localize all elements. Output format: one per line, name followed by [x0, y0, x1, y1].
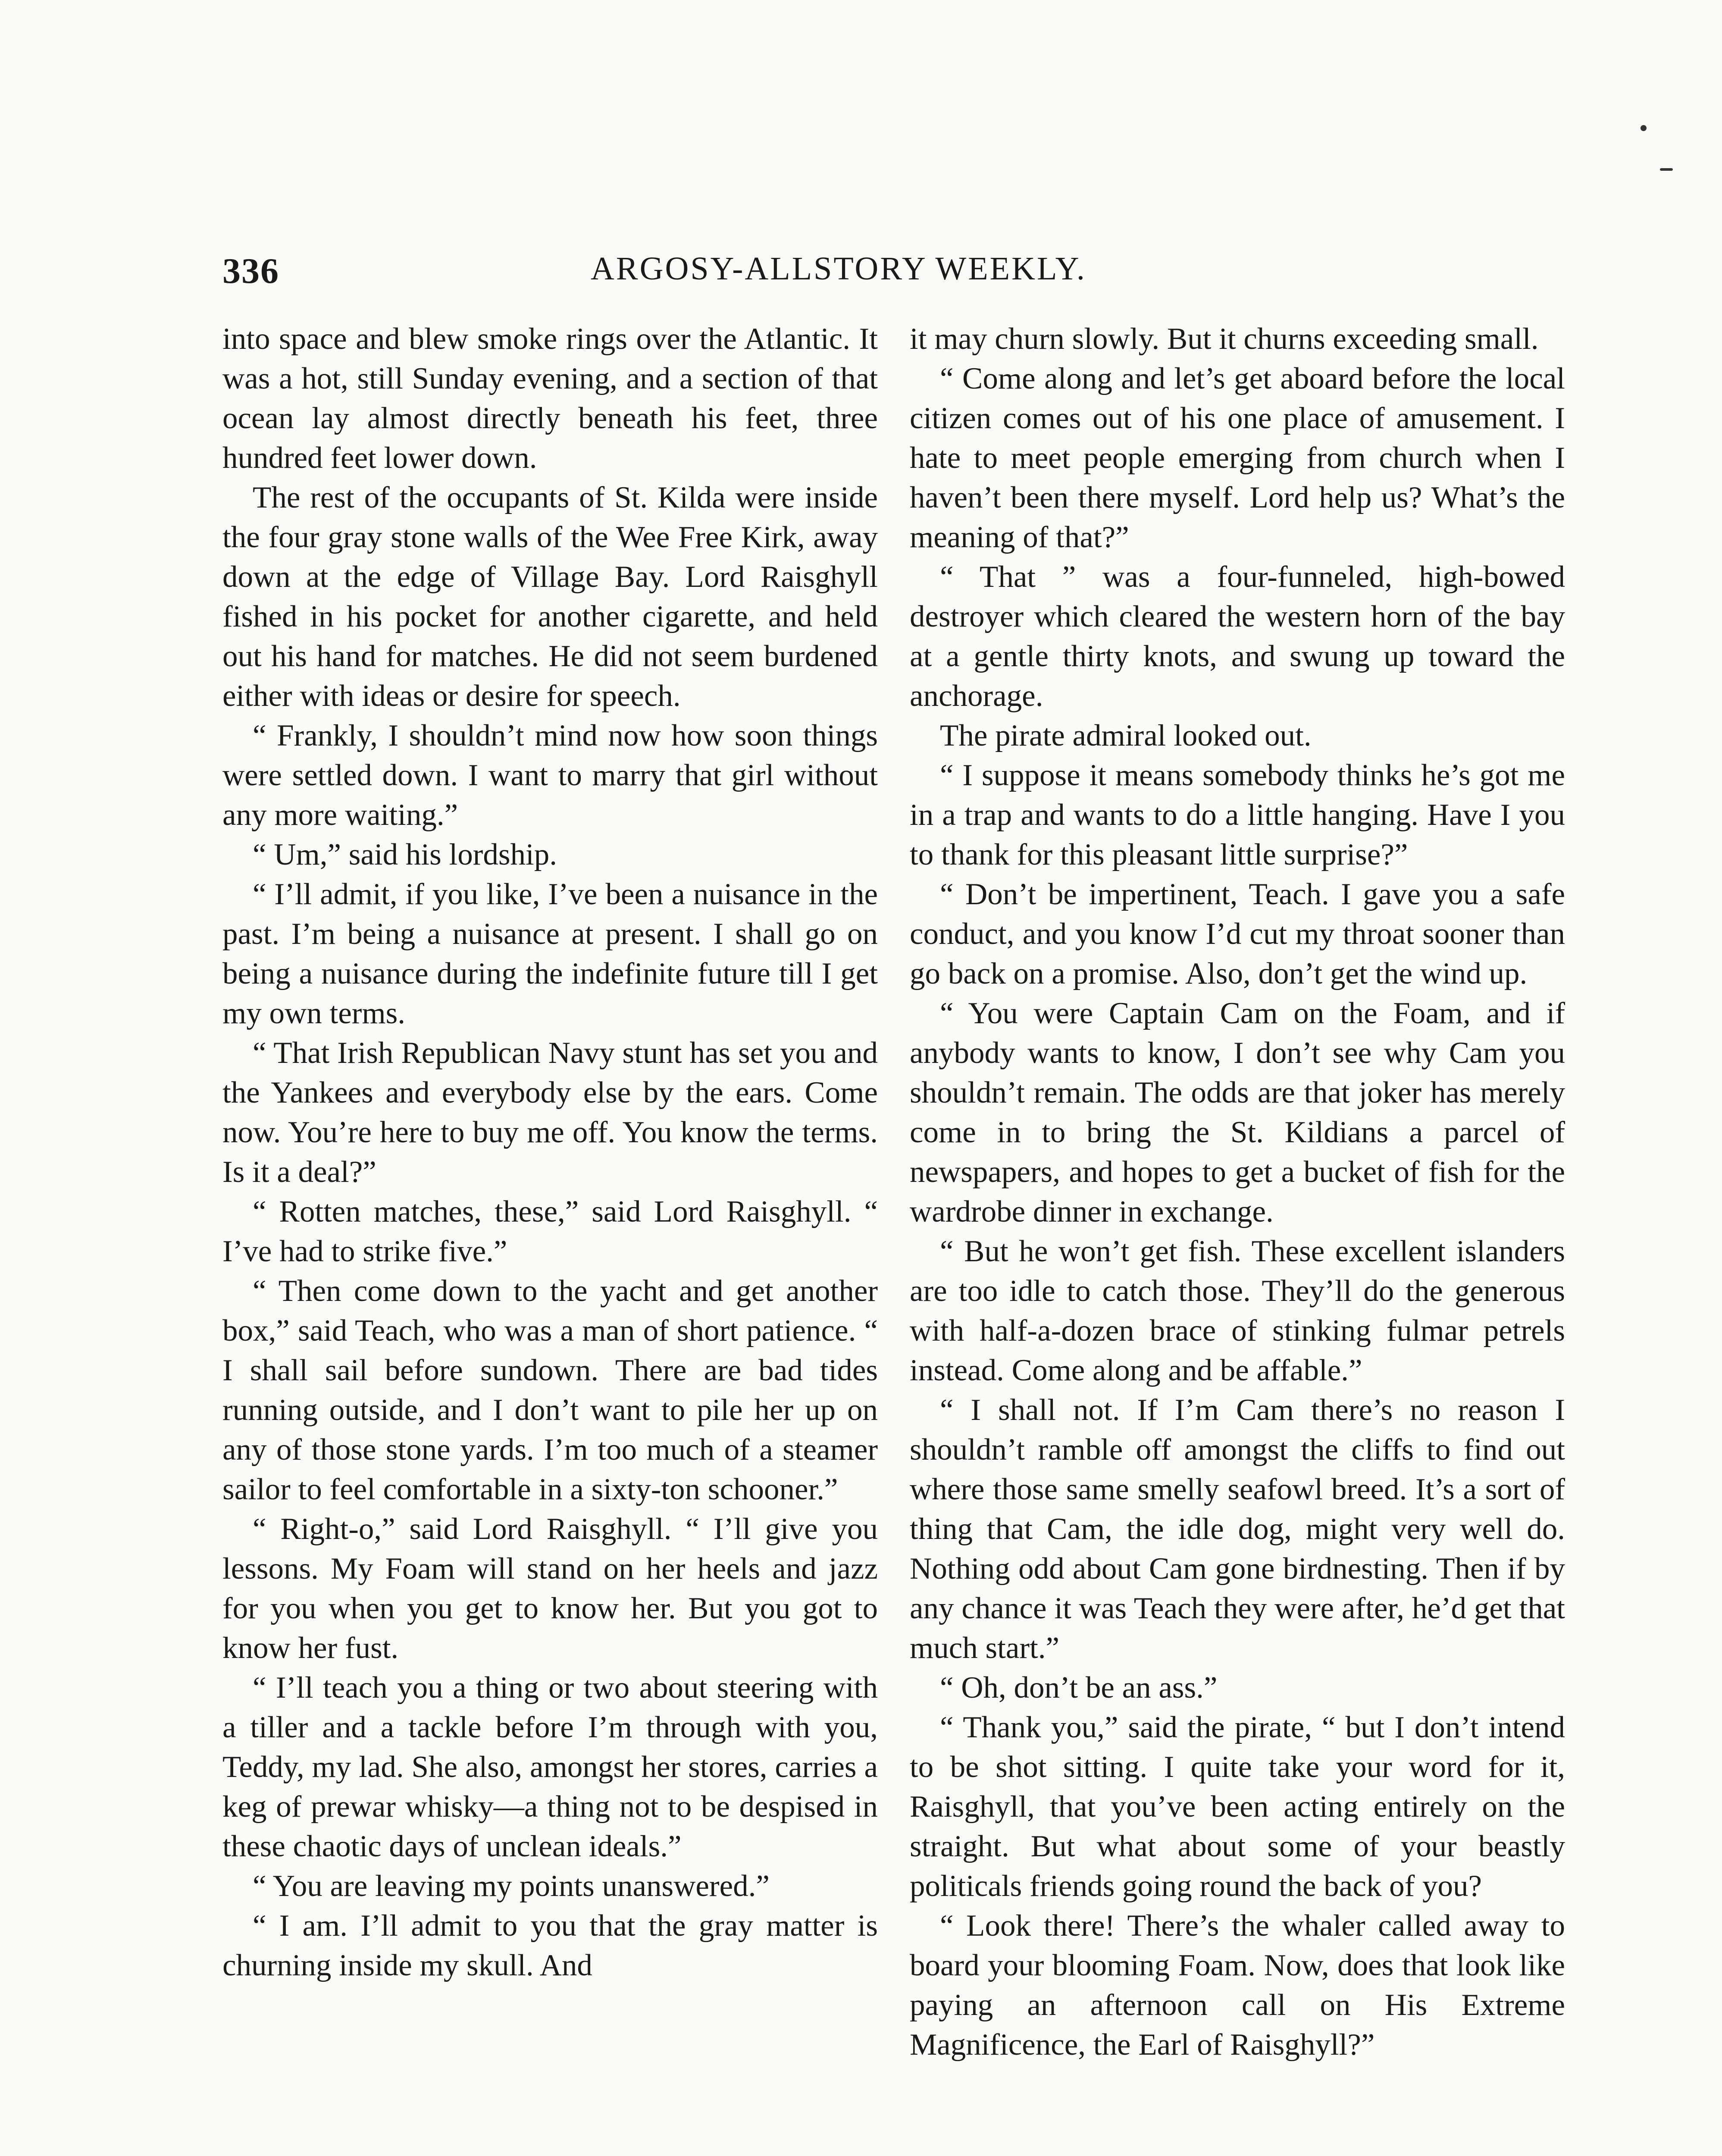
running-head: ARGOSY-ALLSTORY WEEKLY. — [591, 251, 1086, 287]
paragraph: “ Right-o,” said Lord Raisghyll. “ I’ll give you lessons. My Foam will stand on her heels and jazz for you when you get to know her. But you got to know her fust. — [222, 1512, 878, 1665]
paragraph: “ You were Captain Cam on the Foam, and if anybody wants to know, I don’t see why Cam you shouldn’t remain. The odds are that joker has merely come in to bring the St. Kildians a parcel of newspapers, and hopes to get a bucket of fish for the wardrobe dinner in exchange. — [910, 997, 1565, 1228]
paragraph: “ I shall not. If I’m Cam there’s no reason I shouldn’t ramble off amongst the cliffs to find out where those same smelly seafowl breed. It’s a sort of thing that Cam, the idle dog, might very well do. Nothing odd about Cam gone birdnesting. Then if by any chance it was Teach they were after, he’d get that much start.” — [910, 1393, 1565, 1665]
paragraph: “ But he won’t get fish. These excellent islanders are too idle to catch those. They’ll do the generous with half-a-dozen brace of stinking fulmar petrels instead. Come along and be affable.” — [910, 1235, 1565, 1387]
scan-speck — [1660, 168, 1673, 171]
paragraph: “ Rotten matches, these,” said Lord Raisghyll. “ I’ve had to strike five.” — [222, 1195, 878, 1268]
right-column — [910, 319, 1565, 2065]
paragraph: “ Don’t be impertinent, Teach. I gave you a safe conduct, and you know I’d cut my throat sooner than go back on a promise. Also, don’t get the wind up. — [910, 877, 1565, 990]
paragraph: “ You are leaving my points unanswered.” — [253, 1869, 770, 1903]
paragraph: “ Frankly, I shouldn’t mind now how soon things were settled down. I want to marry that girl without any more waiting.” — [222, 719, 878, 832]
paragraph: it may churn slowly. But it churns exceeding small. — [910, 322, 1539, 356]
paragraph: “ I’ll admit, if you like, I’ve been a nuisance in the past. I’m being a nuisance at present. I shall go on being a nuisance during the indefinite future till I get my own terms. — [222, 877, 878, 1030]
scan-speck — [1641, 125, 1647, 131]
paragraph: “ Then come down to the yacht and get another box,” said Teach, who was a man of short patience. “ I shall sail before sundown. There are bad tides running outside, and I don’t want to pile her up on any of those stone yards. I’m too much of a steamer sailor to feel comfortable in a sixty-ton schooner.” — [222, 1274, 878, 1506]
paragraph: “ Thank you,” said the pirate, “ but I don’t intend to be shot sitting. I quite take your word for it, Raisghyll, that you’ve been acting entirely on the straight. But what about some of your beastly politicals friends going round the back of you? — [910, 1711, 1565, 1903]
paragraph: “ Look there! There’s the whaler called away to board your blooming Foam. Now, does that look like paying an afternoon call on His Extreme Magnificence, the Earl of Raisghyll?” — [910, 1909, 1565, 2062]
paragraph: “ Come along and let’s get aboard before the local citizen comes out of his one place of amusement. I hate to meet people emerging from church when I haven’t been there myself. Lord help us? What’s the meaning of that?” — [910, 362, 1565, 554]
paragraph: “ I am. I’ll admit to you that the gray matter is churning inside my skull. And — [222, 1909, 878, 1982]
paragraph: into space and blew smoke rings over the Atlantic. It was a hot, still Sunday evening, and a section of that ocean lay almost directly beneath his feet, three hundred feet lower down. — [222, 322, 878, 475]
paragraph: The pirate admiral looked out. — [940, 719, 1312, 752]
paragraph: “ Oh, don’t be an ass.” — [940, 1671, 1218, 1705]
page-number: 336 — [222, 251, 279, 291]
paragraph: “ I suppose it means somebody thinks he’s got me in a trap and wants to do a little hanging. Have I you to thank for this pleasant little surprise?” — [910, 758, 1565, 871]
paragraph: “ Um,” said his lordship. — [253, 838, 557, 871]
paragraph: “ That ” was a four-funneled, high-bowed destroyer which cleared the western horn of the bay at a gentle thirty knots, and swung up toward the anchorage. — [910, 560, 1565, 713]
paragraph: “ That Irish Republican Navy stunt has set you and the Yankees and everybody else by the ears. Come now. You’re here to buy me off. You know the terms. Is it a deal?” — [222, 1036, 878, 1189]
paragraph: “ I’ll teach you a thing or two about steering with a tiller and a tackle before I’m through with you, Teddy, my lad. She also, amongst her stores, carries a keg of prewar whisky—a thing not to be despised in these chaotic days of unclean ideals.” — [222, 1671, 878, 1863]
paragraph: The rest of the occupants of St. Kilda were inside the four gray stone walls of the Wee Free Kirk, away down at the edge of Village Bay. Lord Raisghyll fished in his pocket for another cigarette, and held out his hand for matches. He did not seem burdened either with ideas or desire for speech. — [222, 481, 878, 713]
left-column — [222, 319, 878, 1985]
